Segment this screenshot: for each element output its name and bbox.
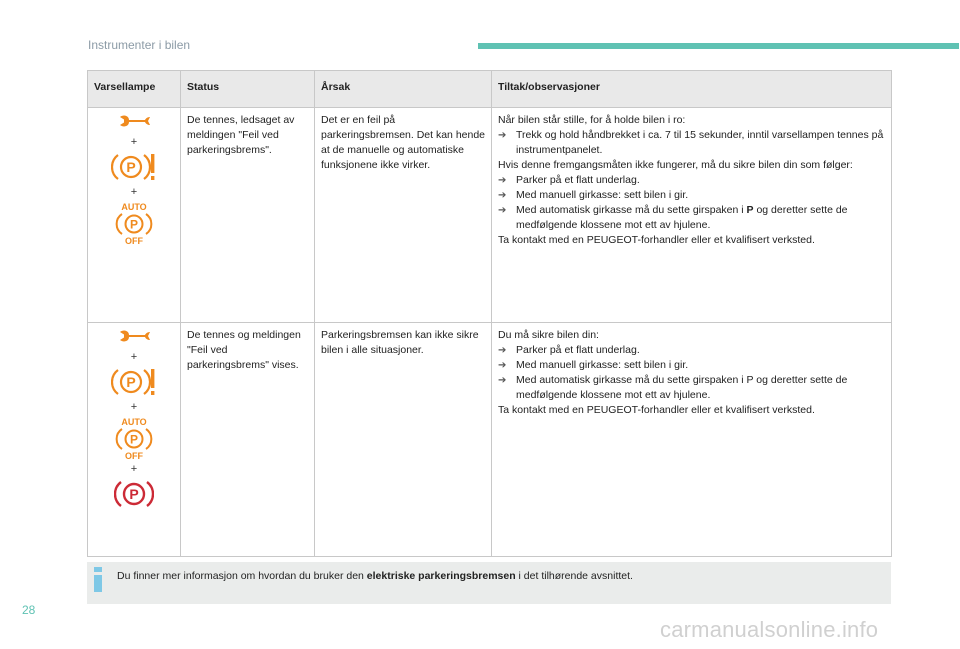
cause-cell: Parkeringsbremsen kan ikke sikre bilen i alle situasjoner. [315, 323, 492, 557]
action-step-text: Med manuell girkasse: sett bilen i gir. [516, 189, 689, 201]
plus-sign: + [130, 351, 138, 363]
column-header-action: Tiltak/observasjoner [492, 71, 892, 108]
lamp-label-off: OFF [125, 451, 143, 460]
lamp-letter-p: P [129, 217, 139, 232]
plus-sign: + [130, 401, 138, 413]
action-step-text: Med manuell girkasse: sett bilen i gir. [516, 359, 689, 371]
cause-cell: Det er en feil på parkeringsbremsen. Det kan hende at de manuelle og automatiske funksjonene ikke virker. [315, 108, 492, 323]
action-step [498, 358, 885, 373]
action-step [498, 203, 885, 233]
action-step [498, 373, 885, 403]
lamp-label-auto: AUTO [121, 202, 147, 212]
wrench-icon [117, 328, 151, 348]
lamp-letter-p: P [126, 159, 136, 175]
action-cell [492, 323, 892, 557]
info-note [87, 562, 891, 604]
arrow-bullet-icon: ➔ [498, 190, 507, 201]
plus-sign: + [130, 186, 138, 198]
action-step [498, 188, 885, 203]
info-text-c: i det tilhørende avsnittet. [515, 570, 633, 582]
action-step-text: Parker på et flatt underlag. [516, 344, 640, 356]
action-intro: Du må sikre bilen din: [498, 329, 599, 341]
info-icon [91, 566, 105, 594]
section-title: Instrumenter i bilen [88, 38, 191, 52]
wrench-icon [117, 113, 151, 133]
parking-brake-fault-icon [111, 151, 157, 183]
action-step-text-c: og deretter sette de medfølgende klossene mot ett av hjulene. [516, 204, 848, 231]
watermark: carmanualsonline.info [660, 617, 879, 642]
lamp-cell [88, 323, 181, 557]
lamp-letter-p: P [126, 374, 136, 390]
table-row [88, 323, 892, 557]
parking-brake-fault-icon [111, 366, 157, 398]
lamp-letter-p: P [129, 432, 139, 447]
lamp-label-auto: AUTO [121, 417, 147, 427]
arrow-bullet-icon: ➔ [498, 375, 507, 386]
column-header-lamp: Varsellampe [88, 71, 181, 108]
table-header-row [88, 71, 892, 108]
status-cell: De tennes og meldingen "Feil ved parkeringsbrems" vises. [181, 323, 315, 557]
column-header-cause: Årsak [315, 71, 492, 108]
action-step [498, 128, 885, 158]
column-header-status: Status [181, 71, 315, 108]
arrow-bullet-icon: ➔ [498, 345, 507, 356]
action-step-text: Parker på et flatt underlag. [516, 174, 640, 186]
arrow-bullet-icon: ➔ [498, 175, 507, 186]
auto-p-off-icon [114, 201, 154, 245]
status-cell: De tennes, ledsaget av meldingen "Feil ved parkeringsbrems". [181, 108, 315, 323]
lamp-cell [88, 108, 181, 323]
arrow-bullet-icon: ➔ [498, 360, 507, 371]
info-text-link-term: elektriske parkeringsbremsen [366, 570, 516, 582]
action-intro: Når bilen står stille, for å holde bilen i ro: [498, 114, 686, 126]
page-number: 28 [22, 603, 36, 617]
plus-sign: + [130, 136, 138, 148]
parking-brake-icon [114, 478, 154, 510]
action-step-text: Trekk og hold håndbrekket i ca. 7 til 15 sekunder, inntil varsellampen tennes på instrumentpanelet. [516, 129, 884, 156]
warning-lamp-table [87, 70, 892, 557]
action-step [498, 173, 885, 188]
action-step-text-a: Med automatisk girkasse må du sette girspaken i [516, 204, 747, 216]
action-step [498, 343, 885, 358]
arrow-bullet-icon: ➔ [498, 205, 507, 216]
lamp-letter-p: P [129, 486, 139, 502]
lamp-label-off: OFF [125, 236, 143, 245]
info-text [117, 570, 633, 582]
action-outro: Ta kontakt med en PEUGEOT-forhandler eller et kvalifisert verksted. [498, 234, 815, 246]
plus-sign: + [130, 463, 138, 475]
action-cell [492, 108, 892, 323]
info-text-a: Du finner mer informasjon om hvordan du bruker den [117, 570, 367, 582]
table-row [88, 108, 892, 323]
action-outro: Ta kontakt med en PEUGEOT-forhandler eller et kvalifisert verksted. [498, 404, 815, 416]
arrow-bullet-icon: ➔ [498, 130, 507, 141]
header-accent-bar [478, 43, 959, 49]
auto-p-off-icon [114, 416, 154, 460]
gear-position-p: P [746, 204, 754, 216]
action-step-text: Med automatisk girkasse må du sette girspaken i P og deretter sette de medfølgende klossene mot ett av hjulene. [516, 374, 848, 401]
action-alt: Hvis denne fremgangsmåten ikke fungerer, må du sikre bilen din som følger: [498, 159, 853, 171]
